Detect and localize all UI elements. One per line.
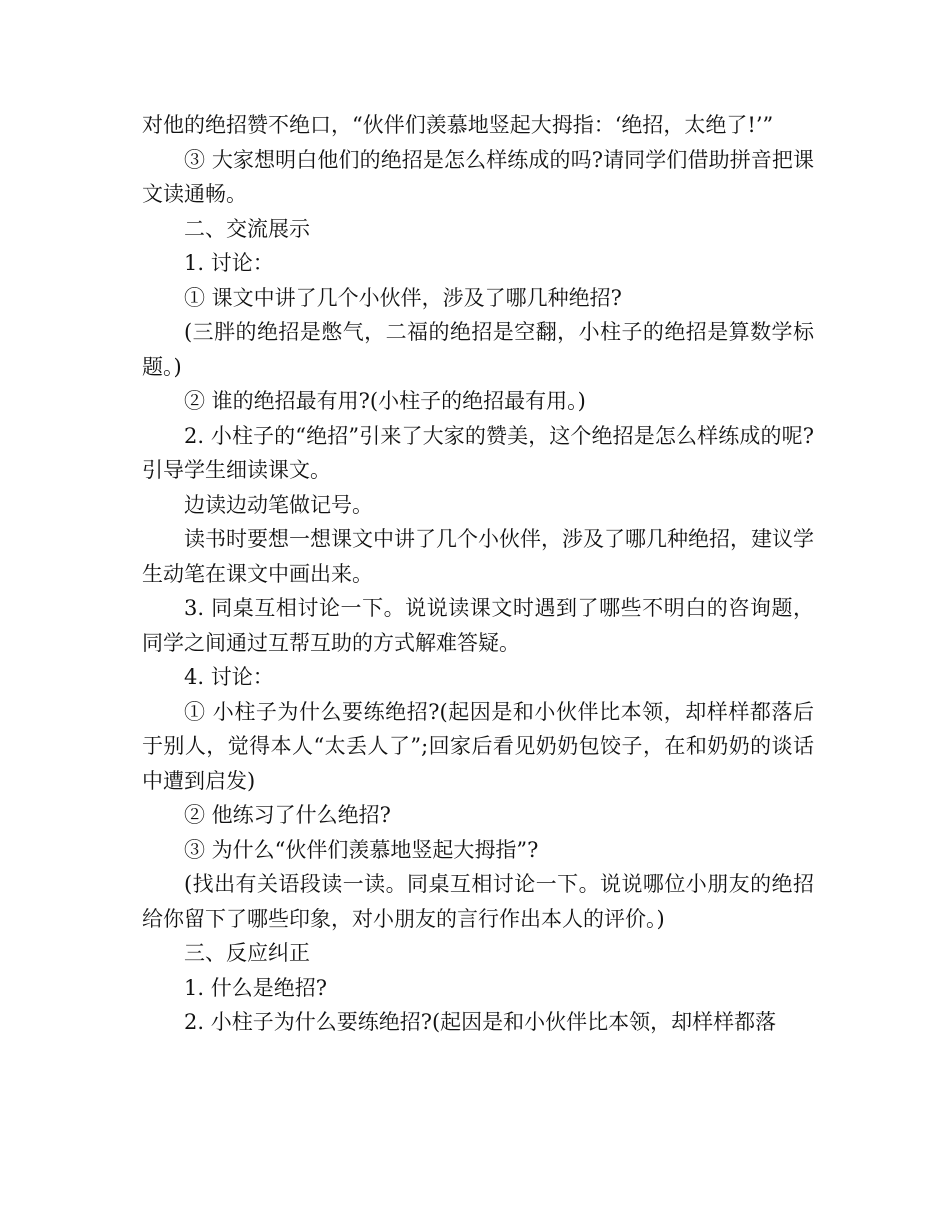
- paragraph: 读书时要想一想课文中讲了几个小伙伴，涉及了哪几种绝招，建议学生动笔在课文中画出来。: [142, 527, 814, 586]
- paragraph: ② 谁的绝招最有用?(小柱子的绝招最有用。): [184, 389, 586, 413]
- paragraph: 二、交流展示: [184, 216, 310, 241]
- paragraph: 4. 讨论：: [184, 665, 274, 689]
- paragraph: 3. 同桌互相讨论一下。说说读课文时遇到了哪些不明白的咨询题，同学之间通过互帮互助的方式解难答疑。: [142, 596, 814, 655]
- paragraph: ③ 为什么“伙伴们羡慕地竖起大拇指”?: [184, 837, 539, 862]
- paragraph: 1. 什么是绝招?: [184, 975, 327, 1000]
- paragraph: 三、反应纠正: [184, 941, 310, 965]
- paragraph: (找出有关语段读一读。同桌互相讨论一下。说说哪位小朋友的绝招给你留下了哪些印象，对小朋友的言行作出本人的评价。): [142, 872, 814, 931]
- paragraph: ③ 大家想明白他们的绝招是怎么样练成的吗?请同学们借助拼音把课文读通畅。: [142, 147, 814, 206]
- paragraph: 边读边动笔做记号。: [184, 492, 373, 517]
- paragraph: (三胖的绝招是憋气，二福的绝招是空翻，小柱子的绝招是算数学标题。): [142, 320, 814, 379]
- paragraph: ① 小柱子为什么要练绝招?(起因是和小伙伴比本领，却样样都落后于别人，觉得本人“太丢人了”;回家后看见奶奶包饺子，在和奶奶的谈话中遭到启发): [142, 699, 814, 793]
- paragraph: ① 课文中讲了几个小伙伴，涉及了哪几种绝招?: [184, 285, 622, 310]
- document-body: [142, 108, 814, 1040]
- paragraph: ② 他练习了什么绝招?: [184, 803, 391, 827]
- paragraph: 2. 小柱子为什么要练绝招?(起因是和小伙伴比本领，却样样都落: [184, 1010, 777, 1034]
- paragraph: 2. 小柱子的“绝招”引来了大家的赞美，这个绝招是怎么样练成的呢?引导学生细读课文。: [142, 423, 814, 482]
- paragraph: 1. 讨论：: [184, 251, 274, 275]
- paragraph: 对他的绝招赞不绝口，“伙伴们羡慕地竖起大拇指：‘绝招，太绝了!’”: [142, 113, 774, 137]
